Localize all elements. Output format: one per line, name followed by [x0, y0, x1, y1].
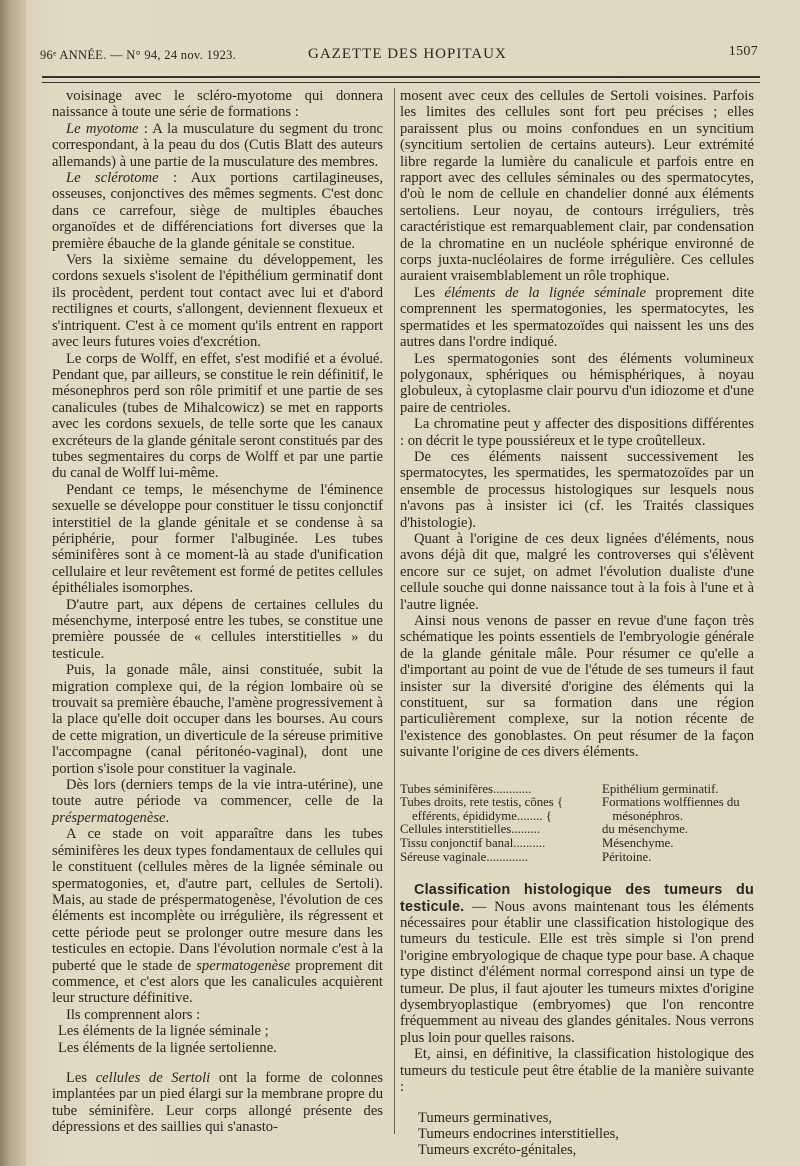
paragraph-text: De ces éléments naissent successivement les spermatocytes, les spermatides, les spermatozoïdes par un ensemble de processus histologiques sur lesquels nous n'avons pas à insister ici (cf. les Traités classiques d'histologie). [400, 448, 754, 531]
paragraph-lead: cellules de Sertoli [95, 1069, 211, 1086]
left-column [52, 88, 383, 1136]
paragraph-text: voisinage avec le scléro-myotome qui donnera naissance à toute une série de formations : [52, 88, 383, 121]
paragraph-text: Dès lors (derniers temps de la vie intra-utérine), une toute autre période va commencer, celle de la [52, 777, 383, 810]
tumor-list [400, 1110, 754, 1159]
paragraph-text: A ce stade on voit apparaître dans les tubes séminifères les deux types fondamentaux de cellules qui le constituent (cellules mères de la lignée séminale ou spermatogonies, et, d'autre part, cellules de Sertoli). Mais, au stade de préspermatogenèse, l'évolution de ces éléments est incomplète ou irrégulière, ils régressent et cette période peut se prolonger outre mesure dans les testicules en ectopie. Dans l'évolution normale c'est à la puberté que le stade de [52, 826, 383, 974]
header-rule [42, 76, 760, 78]
origin-structure: Cellules interstitielles......... [400, 822, 541, 837]
paragraph-text: La chromatine peut y affecter des dispositions différentes : on décrit le type poussiéreux et le type croûtelleux. [400, 416, 754, 449]
paragraph-text: : Aux portions cartilagineuses, osseuses, conjonctives des mêmes segments. C'est donc dans ce carrefour, siège de multiples ébauches organoïdes et de différenciations fort diverses que la première ébauche de la glande génitale se constitue. [52, 170, 383, 252]
origin-structure: Tubes droits, rete testis, cônes { [400, 795, 564, 810]
tumor-list-item: Tumeurs excréto-génitales, [418, 1142, 577, 1159]
paragraph [52, 482, 383, 597]
paragraph [400, 531, 754, 613]
origin-table-row [400, 851, 754, 865]
paragraph [52, 826, 383, 1006]
paragraph [52, 121, 383, 170]
origin-table-row [400, 783, 754, 797]
paragraph [52, 88, 383, 121]
origin-structure: Tissu conjonctif banal.......... [400, 836, 546, 851]
paragraph [400, 416, 754, 449]
paragraph [400, 351, 754, 417]
paragraph [400, 449, 754, 531]
section-paragraph: Et, ainsi, en définitive, la classification histologique des tumeurs du testicule peut être établie de la manière suivante : [400, 1046, 754, 1096]
origin-source: du mésenchyme. [602, 822, 688, 837]
paragraph-text: Ils comprennent alors : [66, 1006, 201, 1023]
paragraph [52, 597, 383, 663]
page-number: 1507 [728, 44, 758, 59]
origin-structure: Tubes séminifères............ [400, 781, 532, 796]
paragraph [52, 252, 383, 350]
paragraph [52, 777, 383, 826]
tumor-list-item: Tumeurs endocrines interstitielles, [418, 1125, 619, 1142]
paragraph [52, 662, 383, 777]
paragraph-text: Les spermatogonies sont des éléments volumineux polygonaux, sphériques ou hémisphériques, à noyau globuleux, à cytoplasme clair pourvu d'un idiozome et d'une paire de centrioles. [400, 350, 754, 416]
paragraph-text: Ainsi nous venons de passer en revue d'une façon très schématique les points essentiels de l'embryologie générale de la glande génitale mâle. Pour résumer ce qu'elle a d'important au point de vue de l'étude de ses tumeurs il faut insister sur la diversité d'origine des éléments qui la constituent, sur sa formation dans une région particulièrement complexe, sur la notion récente de l'existence des gonoblastes. On peut résumer de la façon suivante l'origine de ces divers éléments. [400, 613, 754, 761]
paragraph-text: Les éléments de la lignée séminale ; [58, 1023, 269, 1040]
paragraph-text: proprement dit commence, et c'est alors que les canalicules acquièrent leur structure définitive. [52, 957, 383, 1007]
origin-source: Epithélium germinatif. [602, 781, 719, 796]
paragraph-text: Pendant ce temps, le mésenchyme de l'éminence sexuelle se développe pour constituer le tissu conjonctif interstitiel de la glande génitale et se condense à sa périphérie, pour former l'albuginée. Les tubes séminifères sont à ce moment-là au stade d'unification cellulaire et leur revêtement est formé de petites cellules épithéliales isomorphes. [52, 481, 383, 597]
paragraph-text: Le corps de Wolff, en effet, s'est modifié et a évolué. Pendant que, par ailleurs, se constitue le rein définitif, le mésonephros perd son rôle primitif et une partie de ses canalicules (tubes de Mihalcowicz) se met en rapports avec les cordons sexuels, de telle sorte que les canaux excréteurs de la glande génitale seront constitués par des tubes segmentaires du corps de Wolff et par une partie du canal de Wolff lui-même. [52, 350, 383, 482]
header-rule-thin [42, 82, 760, 83]
origin-source: Formations wolffiennes du [602, 795, 740, 810]
paragraph-text: ont la forme de colonnes implantées par un pied élargi sur la membrane propre du tube séminifère. Leur corps allongé présente des dépressions et des saillies qui s'anasto- [52, 1069, 384, 1136]
origin-source: Mésenchyme. [602, 836, 674, 851]
paragraph [52, 1040, 383, 1056]
page-binding-edge [0, 0, 26, 1166]
origin-table-row [400, 837, 754, 851]
paragraph-italic: préspermatogenèse [52, 809, 166, 826]
right-column-body [400, 88, 754, 761]
paragraph-text: . [165, 809, 170, 826]
paragraph-text: Quant à l'origine de ces deux lignées d'éléments, nous avons déjà dit que, malgré les controverses qui s'élèvent encore sur ce sujet, on admet l'évolution dualiste d'une cellule souche qui donne naissance tout à la fois à l'une et à l'autre lignée. [400, 530, 754, 613]
origin-table-row [400, 796, 754, 810]
paragraph-text: Puis, la gonade mâle, ainsi constituée, subit la migration complexe qui, de la région lombaire où se trouvait sa première ébauche, l'amène progressivement à la place qu'elle doit occuper dans les bourses. Au cours de cette migration, un diverticule de la séreuse primitive l'accompagne (canal péritonéo-vaginal), dont une portion s'isole pour constituer la vaginale. [52, 662, 383, 777]
paragraph [52, 351, 383, 482]
origin-table-row [400, 823, 754, 837]
origin-table [400, 783, 754, 865]
paragraph-text: Les [66, 1069, 96, 1086]
paragraph-text: Vers la sixième semaine du développement, les cordons sexuels s'isolent de l'épithélium germinatif dont ils procèdent, perdent tout contact avec lui et d'abord rectilignes et courts, s'allongent, deviennent flexueux et s'intriquent. C'est à ce moment qu'ils entrent en rapport avec leurs futures voies d'excrétion. [52, 252, 383, 351]
classification-section [400, 882, 754, 1159]
section-body: — Nous avons maintenant tous les éléments nécessaires pour établir une classification histologique des tumeurs du testicule. Elle est très simple si l'on prend l'origine embryologique de chaque type pour base. A chaque type distinct d'élément normal correspond ainsi un type de tumeur. De plus, il faut ajouter les tumeurs mixtes d'origine dysembryoplastique (embryomes) que l'on rencontre fréquemment au niveau des glandes génitales. Nous verrons plus loin pour quelles raisons. [400, 898, 754, 1046]
origin-structure: efférents, épididyme........ { [412, 808, 552, 823]
origin-structure: Séreuse vaginale............. [400, 849, 528, 864]
paragraph [52, 1007, 383, 1023]
paragraph [400, 88, 754, 285]
issue-info: 96ᵉ ANNÉE. — N° 94, 24 nov. 1923. [40, 48, 237, 62]
paragraph-italic: éléments de la lignée séminale [444, 284, 646, 301]
column-divider [394, 88, 395, 1134]
origin-source: Péritoine. [602, 849, 652, 864]
paragraph-lead: Le myotome [66, 120, 139, 137]
section-title: Classification histologique des tumeurs du testicule. [400, 882, 754, 915]
paragraph [400, 285, 754, 351]
paragraph [52, 1070, 383, 1136]
paragraph [52, 1023, 383, 1039]
page-header [40, 40, 758, 66]
publication-title: GAZETTE DES HOPITAUX [308, 46, 507, 62]
paragraph [400, 613, 754, 761]
paragraph-text: mosent avec ceux des cellules de Sertoli voisines. Parfois les limites des cellules sont fort peu précises ; elles paraissent plus ou moins confondues en un syncitium (syncitium sertolien de certains auteurs). Leur extrémité libre regarde la lumière du canalicule et parfois entre en rapport avec des cellules séminales ou des spermatocytes, d'où le nom de cellule en chandelier donné aux éléments sertoliens. Leur noyau, de contours irréguliers, très caractéristique est remarquablement clair, par condensation de la chromatine en un nucléole sphérique environné de corps juxta-nucléolaires de forme irrégulière. Ces cellules auraient vraisemblablement un rôle trophique. [400, 88, 754, 285]
paragraph-text: proprement dite comprennent les spermatogonies, les spermatocytes, les spermatides et les spermatozoïdes qui naissent les uns des autres dans l'ordre indiqué. [400, 284, 754, 351]
right-column [400, 88, 754, 1159]
paragraph-italic: spermatogenèse [196, 957, 291, 974]
paragraph-text: D'autre part, aux dépens de certaines cellules du mésenchyme, interposé entre les tubes, se constitue une première poussée de « cellules interstitielles » du testicule. [52, 596, 383, 662]
tumor-list-item: Tumeurs germinatives, [418, 1109, 553, 1126]
paragraph-text: : A la musculature du segment du tronc correspondant, à la peau du dos (Cutis Blatt des auteurs allemands) à une partie de la musculature des membres. [52, 120, 383, 170]
origin-source: mésonéphros. [612, 808, 684, 823]
paragraph [52, 170, 383, 252]
paragraph-lead: Le sclérotome [66, 170, 159, 187]
paragraph-text: Les éléments de la lignée sertolienne. [58, 1039, 277, 1056]
origin-table-row [400, 810, 754, 824]
paragraph-text: Les [414, 284, 445, 301]
